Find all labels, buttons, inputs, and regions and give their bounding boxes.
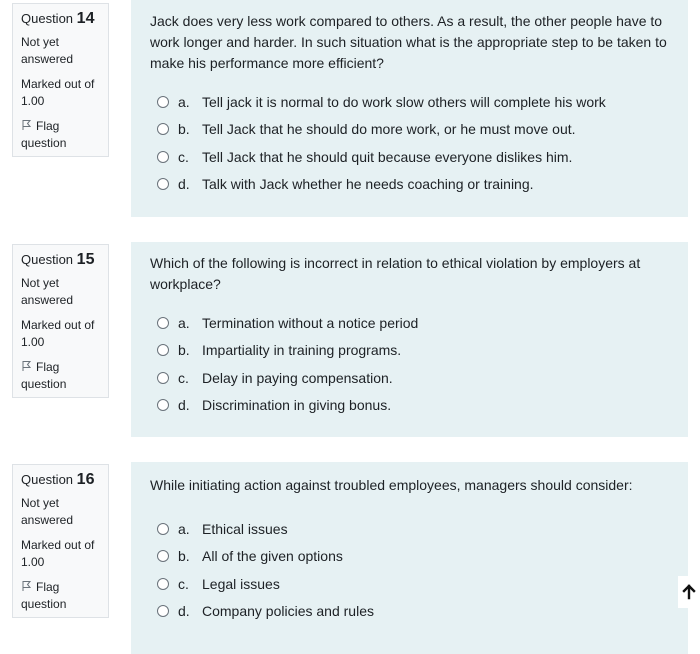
option-text: Discrimination in giving bonus. — [202, 397, 392, 414]
radio-button[interactable] — [157, 344, 169, 356]
option-text: Company policies and rules — [202, 603, 374, 620]
question-state: Not yet answered — [21, 35, 74, 66]
question-content — [131, 0, 688, 217]
answer-options — [150, 88, 668, 198]
question-state: Not yet answered — [21, 496, 74, 527]
answer-option[interactable] — [150, 143, 668, 171]
option-letter: d. — [178, 603, 190, 620]
answer-option[interactable] — [150, 543, 668, 571]
option-letter: a. — [178, 314, 190, 331]
radio-button[interactable] — [157, 178, 169, 190]
answer-option[interactable] — [150, 570, 668, 598]
answer-option[interactable] — [150, 337, 668, 365]
option-letter: d. — [178, 176, 190, 193]
radio-button[interactable] — [157, 96, 169, 108]
answer-option[interactable] — [150, 364, 668, 392]
question-text: Which of the following is incorrect in relation to ethical violation by employers at workplace? — [150, 255, 641, 292]
option-text: Tell Jack that he should do more work, or he must move out. — [202, 121, 576, 138]
option-letter: c. — [178, 575, 189, 592]
radio-button[interactable] — [157, 317, 169, 329]
question-content — [131, 242, 688, 437]
flag-question-link[interactable]: Flag question — [21, 119, 67, 150]
radio-button[interactable] — [157, 605, 169, 617]
question-grade: Marked out of 1.00 — [21, 77, 95, 108]
option-letter: b. — [178, 342, 190, 359]
scroll-to-top-button[interactable] — [678, 576, 700, 608]
option-letter: b. — [178, 548, 190, 565]
flag-icon — [21, 119, 33, 131]
answer-option[interactable] — [150, 116, 668, 144]
question-number: Question 16 — [21, 471, 95, 488]
flag-question-link[interactable]: Flag question — [21, 580, 67, 611]
question-number: Question 15 — [21, 251, 95, 268]
flag-icon — [21, 360, 33, 372]
question-state: Not yet answered — [21, 276, 74, 307]
option-text: Termination without a notice period — [202, 314, 419, 331]
option-letter: c. — [178, 148, 189, 165]
question-grade: Marked out of 1.00 — [21, 318, 95, 349]
answer-option[interactable] — [150, 515, 668, 543]
option-text: Delay in paying compensation. — [202, 369, 393, 386]
option-text: Talk with Jack whether he needs coaching or training. — [202, 176, 534, 193]
option-text: All of the given options — [202, 548, 343, 565]
option-letter: c. — [178, 369, 189, 386]
radio-button[interactable] — [157, 523, 169, 535]
arrow-up-icon — [682, 584, 696, 600]
option-letter: a. — [178, 520, 190, 537]
question-text: Jack does very less work compared to others. As a result, the other people have to work longer and harder. In such situation what is the appropriate step to be taken to make his performance more efficient? — [150, 13, 667, 71]
option-text: Legal issues — [202, 575, 280, 592]
radio-button[interactable] — [157, 123, 169, 135]
answer-option[interactable] — [150, 598, 668, 626]
answer-options — [150, 309, 668, 419]
radio-button[interactable] — [157, 372, 169, 384]
question-number: Question 14 — [21, 10, 95, 27]
question-content — [131, 462, 688, 654]
question-info — [12, 464, 109, 618]
answer-option[interactable] — [150, 88, 668, 116]
option-text: Tell jack it is normal to do work slow others will complete his work — [202, 93, 606, 110]
radio-button[interactable] — [157, 399, 169, 411]
answer-option[interactable] — [150, 171, 668, 199]
flag-icon — [21, 580, 33, 592]
answer-option[interactable] — [150, 392, 668, 420]
option-text: Impartiality in training programs. — [202, 342, 402, 359]
option-letter: a. — [178, 93, 190, 110]
answer-option[interactable] — [150, 309, 668, 337]
option-text: Ethical issues — [202, 520, 288, 537]
question-grade: Marked out of 1.00 — [21, 538, 95, 569]
radio-button[interactable] — [157, 550, 169, 562]
option-text: Tell Jack that he should quit because everyone dislikes him. — [202, 148, 573, 165]
radio-button[interactable] — [157, 151, 169, 163]
flag-question-link[interactable]: Flag question — [21, 360, 67, 391]
option-letter: b. — [178, 121, 190, 138]
radio-button[interactable] — [157, 578, 169, 590]
option-letter: d. — [178, 397, 190, 414]
question-text: While initiating action against troubled employees, managers should consider: — [150, 477, 633, 493]
question-info — [12, 3, 109, 157]
answer-options — [150, 515, 668, 625]
question-info — [12, 244, 109, 398]
